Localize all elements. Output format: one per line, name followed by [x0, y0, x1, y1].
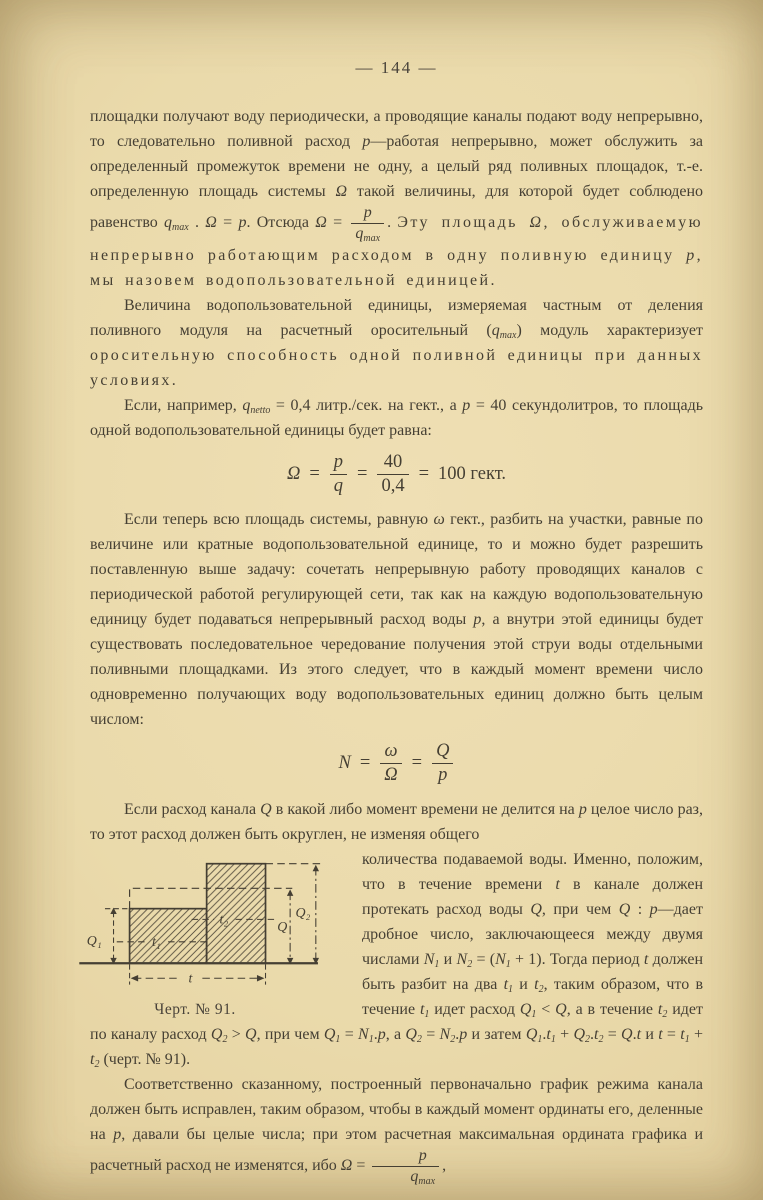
- text-run: =: [216, 214, 239, 232]
- fraction-denominator: p: [438, 764, 448, 785]
- text-run: t: [546, 1025, 551, 1043]
- text-run: . Отсюда: [246, 214, 316, 232]
- text-run: p: [649, 900, 658, 918]
- text-run: 1: [424, 1008, 430, 1020]
- text-run: , а внутри этой единицы будет существовать последовательное чередование получения этой струи воды отдельными поливными площадками. Из этого следует, что в каждый момент времени число одновременно получающих воду водопользовательных единиц должно быть целым числом:: [90, 611, 704, 729]
- text-run: , таким образом, что в течение: [362, 975, 704, 1018]
- text-run: t: [534, 975, 539, 993]
- label-q1: Q₁: [86, 933, 102, 949]
- text-run: p: [473, 611, 482, 629]
- text-run: Q: [260, 800, 272, 818]
- text-run: =: [326, 214, 349, 232]
- text-run: 2: [662, 1008, 668, 1020]
- text-run: 2: [94, 1058, 100, 1070]
- paragraph-5a: [90, 797, 703, 847]
- equals-sign: =: [359, 752, 371, 773]
- text-run: 2: [416, 1033, 422, 1045]
- text-run: 1: [335, 1033, 341, 1045]
- text-run: t: [643, 950, 649, 968]
- text-run: Q: [525, 1025, 538, 1043]
- paragraph-3: [90, 393, 703, 443]
- text-run: Если теперь всю площадь системы, равную: [124, 511, 434, 529]
- text-run: идет по каналу расход: [90, 1000, 704, 1043]
- page-number: — 144 —: [355, 58, 438, 77]
- text-run: ,: [442, 1156, 447, 1174]
- label-q: Q: [277, 919, 288, 935]
- text-run: такой величины, для которой будет соблюдено равенство: [90, 183, 704, 232]
- text-run: 2: [467, 958, 473, 970]
- eq1-result: 100 гект.: [438, 463, 507, 484]
- text-run: =: [340, 1025, 359, 1043]
- text-run: 1: [684, 1033, 690, 1045]
- text-run: p: [578, 800, 587, 818]
- text-run: Величина водопользовательной единицы, измеряемая частным от деления поливного модуля на расчетный оросительный (: [90, 296, 703, 339]
- text-run: p: [363, 204, 372, 221]
- text-run: p: [362, 133, 371, 150]
- paragraph-1: [90, 104, 703, 293]
- text-run: , при чем: [256, 1025, 324, 1043]
- text-run: в какой либо момент времени не делится на: [271, 800, 579, 818]
- text-run: Эту площадь: [397, 214, 530, 232]
- equals-sign: =: [309, 463, 320, 484]
- text-run: Если расход канала: [124, 800, 261, 818]
- text-run: p: [377, 1025, 386, 1043]
- text-run: t: [657, 1000, 663, 1018]
- eq2-fraction-1: [380, 741, 401, 785]
- step-diagram: [78, 853, 346, 990]
- paragraph-4: [90, 507, 703, 732]
- text-run: , давали бы целые числа; при этом расчетная максимальная ордината графика и расчетный расход не изменятся, ибо: [90, 1125, 704, 1174]
- text-run: max: [172, 222, 189, 234]
- text-run: t: [90, 1050, 95, 1068]
- inline-fraction: [372, 1147, 439, 1186]
- fraction-numerator: Q: [432, 741, 453, 764]
- text-run: и: [641, 1025, 659, 1043]
- text-run: + 1). Тогда период: [510, 950, 644, 968]
- text-run: Q: [555, 1000, 567, 1018]
- paragraph-6: [90, 1072, 703, 1186]
- text-run: +: [689, 1025, 703, 1043]
- text-run: площадки получают воду периодически, а проводящие каналы подают воду непрерывно, то следовательно поливной расход: [90, 108, 703, 150]
- text-run: t: [658, 1025, 663, 1043]
- text-run: целое число раз, то этот расход должен быть округлен, не изменяя общего: [90, 800, 703, 843]
- text-run: количества подаваемой воды. Именно, положим, что в течение времени: [362, 850, 703, 893]
- text-run: гект., разбить на участки, равные по величине или кратные водопользовательной единице, то и можно будет разрешить поставленную выше задачу: сочетать непрерывную работу проводящих каналов с периодической работой регулирующей сети, так как на каждую водопользовательную единицу будет подаваться непрерывный расход воды: [90, 511, 703, 629]
- label-t1: t₁: [152, 934, 161, 950]
- fraction-numerator: ω: [380, 741, 401, 764]
- bar-q1: [130, 908, 207, 963]
- text-run: Q: [573, 1025, 585, 1043]
- equation-omega: [90, 452, 703, 496]
- text-run: t: [594, 1025, 599, 1043]
- fraction-denominator: 0,4: [381, 475, 405, 496]
- text-run: и: [439, 950, 457, 968]
- text-run: <: [536, 1000, 556, 1018]
- eq1-lhs: Ω: [286, 463, 301, 484]
- text-run: Q: [618, 900, 631, 918]
- eq1-fraction-2: [377, 452, 408, 496]
- text-run: N: [439, 1025, 451, 1043]
- text-run: = 0,4 литр./сек. на гект., а: [270, 396, 463, 414]
- text-run: =: [603, 1025, 622, 1043]
- text-run: netto: [250, 404, 271, 416]
- text-run: должен быть разбит на два: [362, 950, 704, 993]
- text-run: 1: [537, 1033, 543, 1045]
- text-run: Ω: [205, 214, 217, 232]
- text-run: Ω: [315, 214, 327, 232]
- equation-n: [90, 741, 703, 785]
- text-run: , а: [385, 1025, 406, 1043]
- text-run: p: [686, 246, 697, 264]
- text-run: t: [555, 875, 560, 893]
- text-run: .: [455, 1025, 460, 1043]
- text-run: :: [630, 900, 650, 918]
- text-run: .: [387, 214, 398, 232]
- text-run: , обслуживаемую непрерывно работающим расходом в одну поливную единицу: [90, 214, 704, 264]
- fraction-denominator: [351, 224, 384, 243]
- text-run: p: [462, 396, 471, 414]
- fraction-denominator: Ω: [384, 764, 398, 785]
- text-run: в канале должен протекать расход воды: [362, 875, 704, 918]
- text-run: Ω: [335, 183, 348, 200]
- text-run: N: [423, 950, 435, 968]
- text-run: t: [503, 975, 509, 993]
- text-run: Соответственно сказанному, построенный первоначально график режима канала должен быть исправлен, таким образом, чтобы в каждый момент ординаты его, деленные на: [90, 1075, 703, 1143]
- text-run: —работая непрерывно, может обслужить за определенный промежуток времени не одну, а целый ряд поливных площадок, т.-е. определенную площадь системы: [90, 133, 703, 200]
- text-run: max: [499, 329, 517, 341]
- eq2-fraction-2: [432, 741, 453, 785]
- text-run: и затем: [467, 1025, 526, 1043]
- fraction-denominator: q: [333, 475, 344, 496]
- text-run: .: [590, 1025, 594, 1043]
- text-run: N: [456, 950, 468, 968]
- fraction-numerator: [351, 204, 384, 224]
- text-run: 1: [550, 1033, 556, 1045]
- text-run: = (: [472, 950, 496, 968]
- text-run: >: [227, 1025, 246, 1043]
- text-run: Если, например,: [124, 396, 243, 414]
- text-run: 2: [585, 1033, 590, 1045]
- text-run: 1: [434, 958, 440, 970]
- label-q2: Q₂: [295, 905, 311, 921]
- paragraph-2: [90, 293, 703, 393]
- text-run: 2: [222, 1033, 228, 1045]
- text-run: (черт. № 91).: [99, 1050, 191, 1068]
- text-run: .: [188, 214, 206, 232]
- text-run: Q: [210, 1025, 223, 1043]
- text-run: 1: [531, 1008, 537, 1020]
- text-run: 1: [508, 983, 514, 995]
- text-run: t: [419, 1000, 425, 1018]
- text-run: 2: [538, 983, 544, 995]
- text-run: p: [459, 1025, 468, 1043]
- figure-caption: Черт. № 91.: [154, 1000, 236, 1018]
- text-run: t: [680, 1025, 685, 1043]
- text-run: ω: [433, 511, 445, 529]
- text-run: оросительную способность одной поливной единицы при данных условиях.: [90, 346, 703, 389]
- eq2-lhs: N: [338, 752, 351, 773]
- fraction-numerator: [372, 1147, 439, 1167]
- inline-fraction: [351, 204, 384, 243]
- text-run: = 40 секундолитров, то площадь одной водопользовательной единицы будет равна:: [90, 396, 703, 439]
- text-run: 1: [368, 1033, 374, 1045]
- text-run: 2: [598, 1033, 604, 1045]
- text-run: Q: [245, 1025, 257, 1043]
- text-run: Ω: [340, 1156, 353, 1174]
- text-run: .: [632, 1025, 637, 1043]
- text-run: и: [513, 975, 535, 993]
- text-run: p: [238, 214, 247, 232]
- text-run: —дает дробное число, заключающееся между двумя числами: [362, 900, 703, 968]
- text-run: Q: [519, 1000, 532, 1018]
- fraction-denominator: [372, 1167, 439, 1186]
- text-run: =: [662, 1025, 681, 1043]
- text-run: q: [242, 396, 251, 414]
- text-run: Q: [405, 1025, 417, 1043]
- text-run: идет расход: [429, 1000, 520, 1018]
- text-run: 2: [450, 1033, 456, 1045]
- equals-sign: =: [418, 463, 430, 484]
- fraction-numerator: p: [330, 452, 347, 475]
- text-run: , а в течение: [566, 1000, 658, 1018]
- text-run: t: [636, 1025, 642, 1043]
- text-run: .: [542, 1025, 547, 1043]
- text-run: q: [164, 214, 173, 232]
- text-run: Ω: [529, 214, 544, 232]
- equals-sign: =: [411, 752, 423, 773]
- text-run: q: [491, 321, 500, 339]
- fraction-numerator: 40: [377, 452, 408, 475]
- text-run: N: [358, 1025, 369, 1043]
- text-run: p: [113, 1125, 122, 1143]
- text-run: 1: [505, 958, 511, 970]
- text-run: , при чем: [541, 900, 619, 918]
- text-run: +: [555, 1025, 574, 1043]
- label-t2: t₂: [219, 912, 229, 928]
- text-run: , мы назовем водопользовательной единицей.: [90, 246, 703, 289]
- text-run: ) модуль характеризует: [516, 321, 703, 339]
- text-run: max: [363, 232, 381, 244]
- text-run: q: [355, 224, 364, 242]
- text-run: =: [352, 1156, 370, 1174]
- text-run: .: [373, 1025, 378, 1043]
- bar-q2: [207, 863, 266, 963]
- text-run: Q: [621, 1025, 633, 1043]
- label-t: t: [188, 971, 193, 987]
- text-run: =: [421, 1025, 440, 1043]
- figure-chart-91: [78, 853, 346, 1019]
- figure-and-text: [86, 847, 704, 1072]
- eq1-fraction-1: [330, 452, 347, 496]
- text-run: max: [418, 1175, 436, 1187]
- text-run: Q: [323, 1025, 336, 1043]
- text-run: p: [418, 1146, 427, 1164]
- text-run: q: [410, 1167, 419, 1185]
- equals-sign: =: [357, 463, 368, 484]
- text-run: N: [495, 950, 506, 968]
- text-run: Q: [530, 900, 542, 918]
